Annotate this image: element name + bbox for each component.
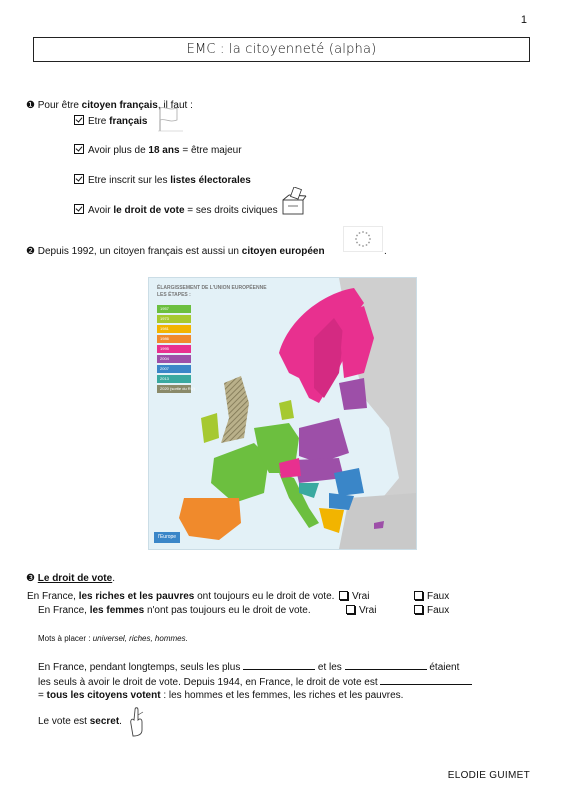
section2-text: ❷ Depuis 1992, un citoyen français est aussi un citoyen européen [26, 246, 325, 257]
question-1: En France, les riches et les pauvres ont toujours eu le droit de vote. [27, 591, 335, 602]
fill-paragraph-line-2: les seuls à avoir le droit de vote. Depuis 1944, en France, le droit de vote est [38, 675, 472, 688]
legend-item: 2013 [157, 375, 191, 383]
map-legend [157, 305, 195, 393]
secret-vote-line: Le vote est secret. [38, 716, 122, 727]
question-2: En France, les femmes n'ont pas toujours eu le droit de vote. [38, 605, 311, 616]
words-to-place: Mots à placer : universel, riches, hommes. [38, 634, 188, 643]
checkbox-icon[interactable] [414, 605, 423, 614]
blank-field[interactable] [380, 675, 472, 685]
requirement-item-3: Etre inscrit sur les listes électorales [74, 174, 251, 186]
author-footer: ELODIE GUIMET [447, 770, 530, 781]
blank-field[interactable] [243, 660, 315, 670]
checkbox-checked-icon [74, 115, 84, 125]
legend-item: 1981 [157, 325, 191, 333]
section1-intro: ❶ Pour être citoyen français, il faut : [26, 100, 193, 111]
page-number: 1 [520, 14, 527, 26]
legend-item: 1973 [157, 315, 191, 323]
section2-period: . [384, 246, 387, 257]
section3-heading: ❸ Le droit de vote. [26, 573, 115, 584]
bullet-3: ❸ [26, 573, 35, 584]
legend-item: 1957 [157, 305, 191, 313]
fill-paragraph-line-1: En France, pendant longtemps, seuls les plus et les étaient [38, 662, 460, 673]
shush-hand-icon [121, 706, 151, 738]
eu-enlargement-map [148, 277, 417, 550]
legend-item: 2007 [157, 365, 191, 373]
legend-item: 1986 [157, 335, 191, 343]
map-title: ÉLARGISSEMENT DE L'UNION EUROPÉENNE LES ÉTAPES : [157, 285, 267, 298]
legend-item: 2004 [157, 355, 191, 363]
page-title [33, 37, 530, 62]
q1-true-option[interactable]: Vrai [339, 591, 369, 602]
map-logo: l'Europe [154, 532, 180, 543]
checkbox-icon[interactable] [414, 591, 423, 600]
bullet-2: ❷ [26, 246, 35, 257]
checkbox-icon[interactable] [339, 591, 348, 600]
eu-flag-icon [343, 226, 383, 252]
legend-item: 1995 [157, 345, 191, 353]
q2-false-option[interactable]: Faux [414, 605, 449, 616]
requirement-item-4: Avoir le droit de vote = ses droits civiques [74, 204, 278, 216]
requirement-item-2: Avoir plus de 18 ans = être majeur [74, 144, 242, 156]
requirement-item-1: Etre français [74, 115, 147, 127]
checkbox-icon[interactable] [346, 605, 355, 614]
fill-paragraph-line-3: = tous les citoyens votent : les hommes et les femmes, les riches et les pauvres. [38, 690, 404, 701]
legend-item: 2020 (sortie du RU) [157, 385, 191, 393]
checkbox-checked-icon [74, 204, 84, 214]
q2-true-option[interactable]: Vrai [346, 605, 376, 616]
flag-icon [155, 104, 185, 134]
ballot-box-icon [280, 187, 308, 217]
checkbox-checked-icon [74, 144, 84, 154]
blank-field[interactable] [345, 660, 427, 670]
page-title-text: EMC : la citoyenneté (alpha) [186, 42, 377, 57]
checkbox-checked-icon [74, 174, 84, 184]
bullet-1: ❶ [26, 100, 35, 111]
q1-false-option[interactable]: Faux [414, 591, 449, 602]
